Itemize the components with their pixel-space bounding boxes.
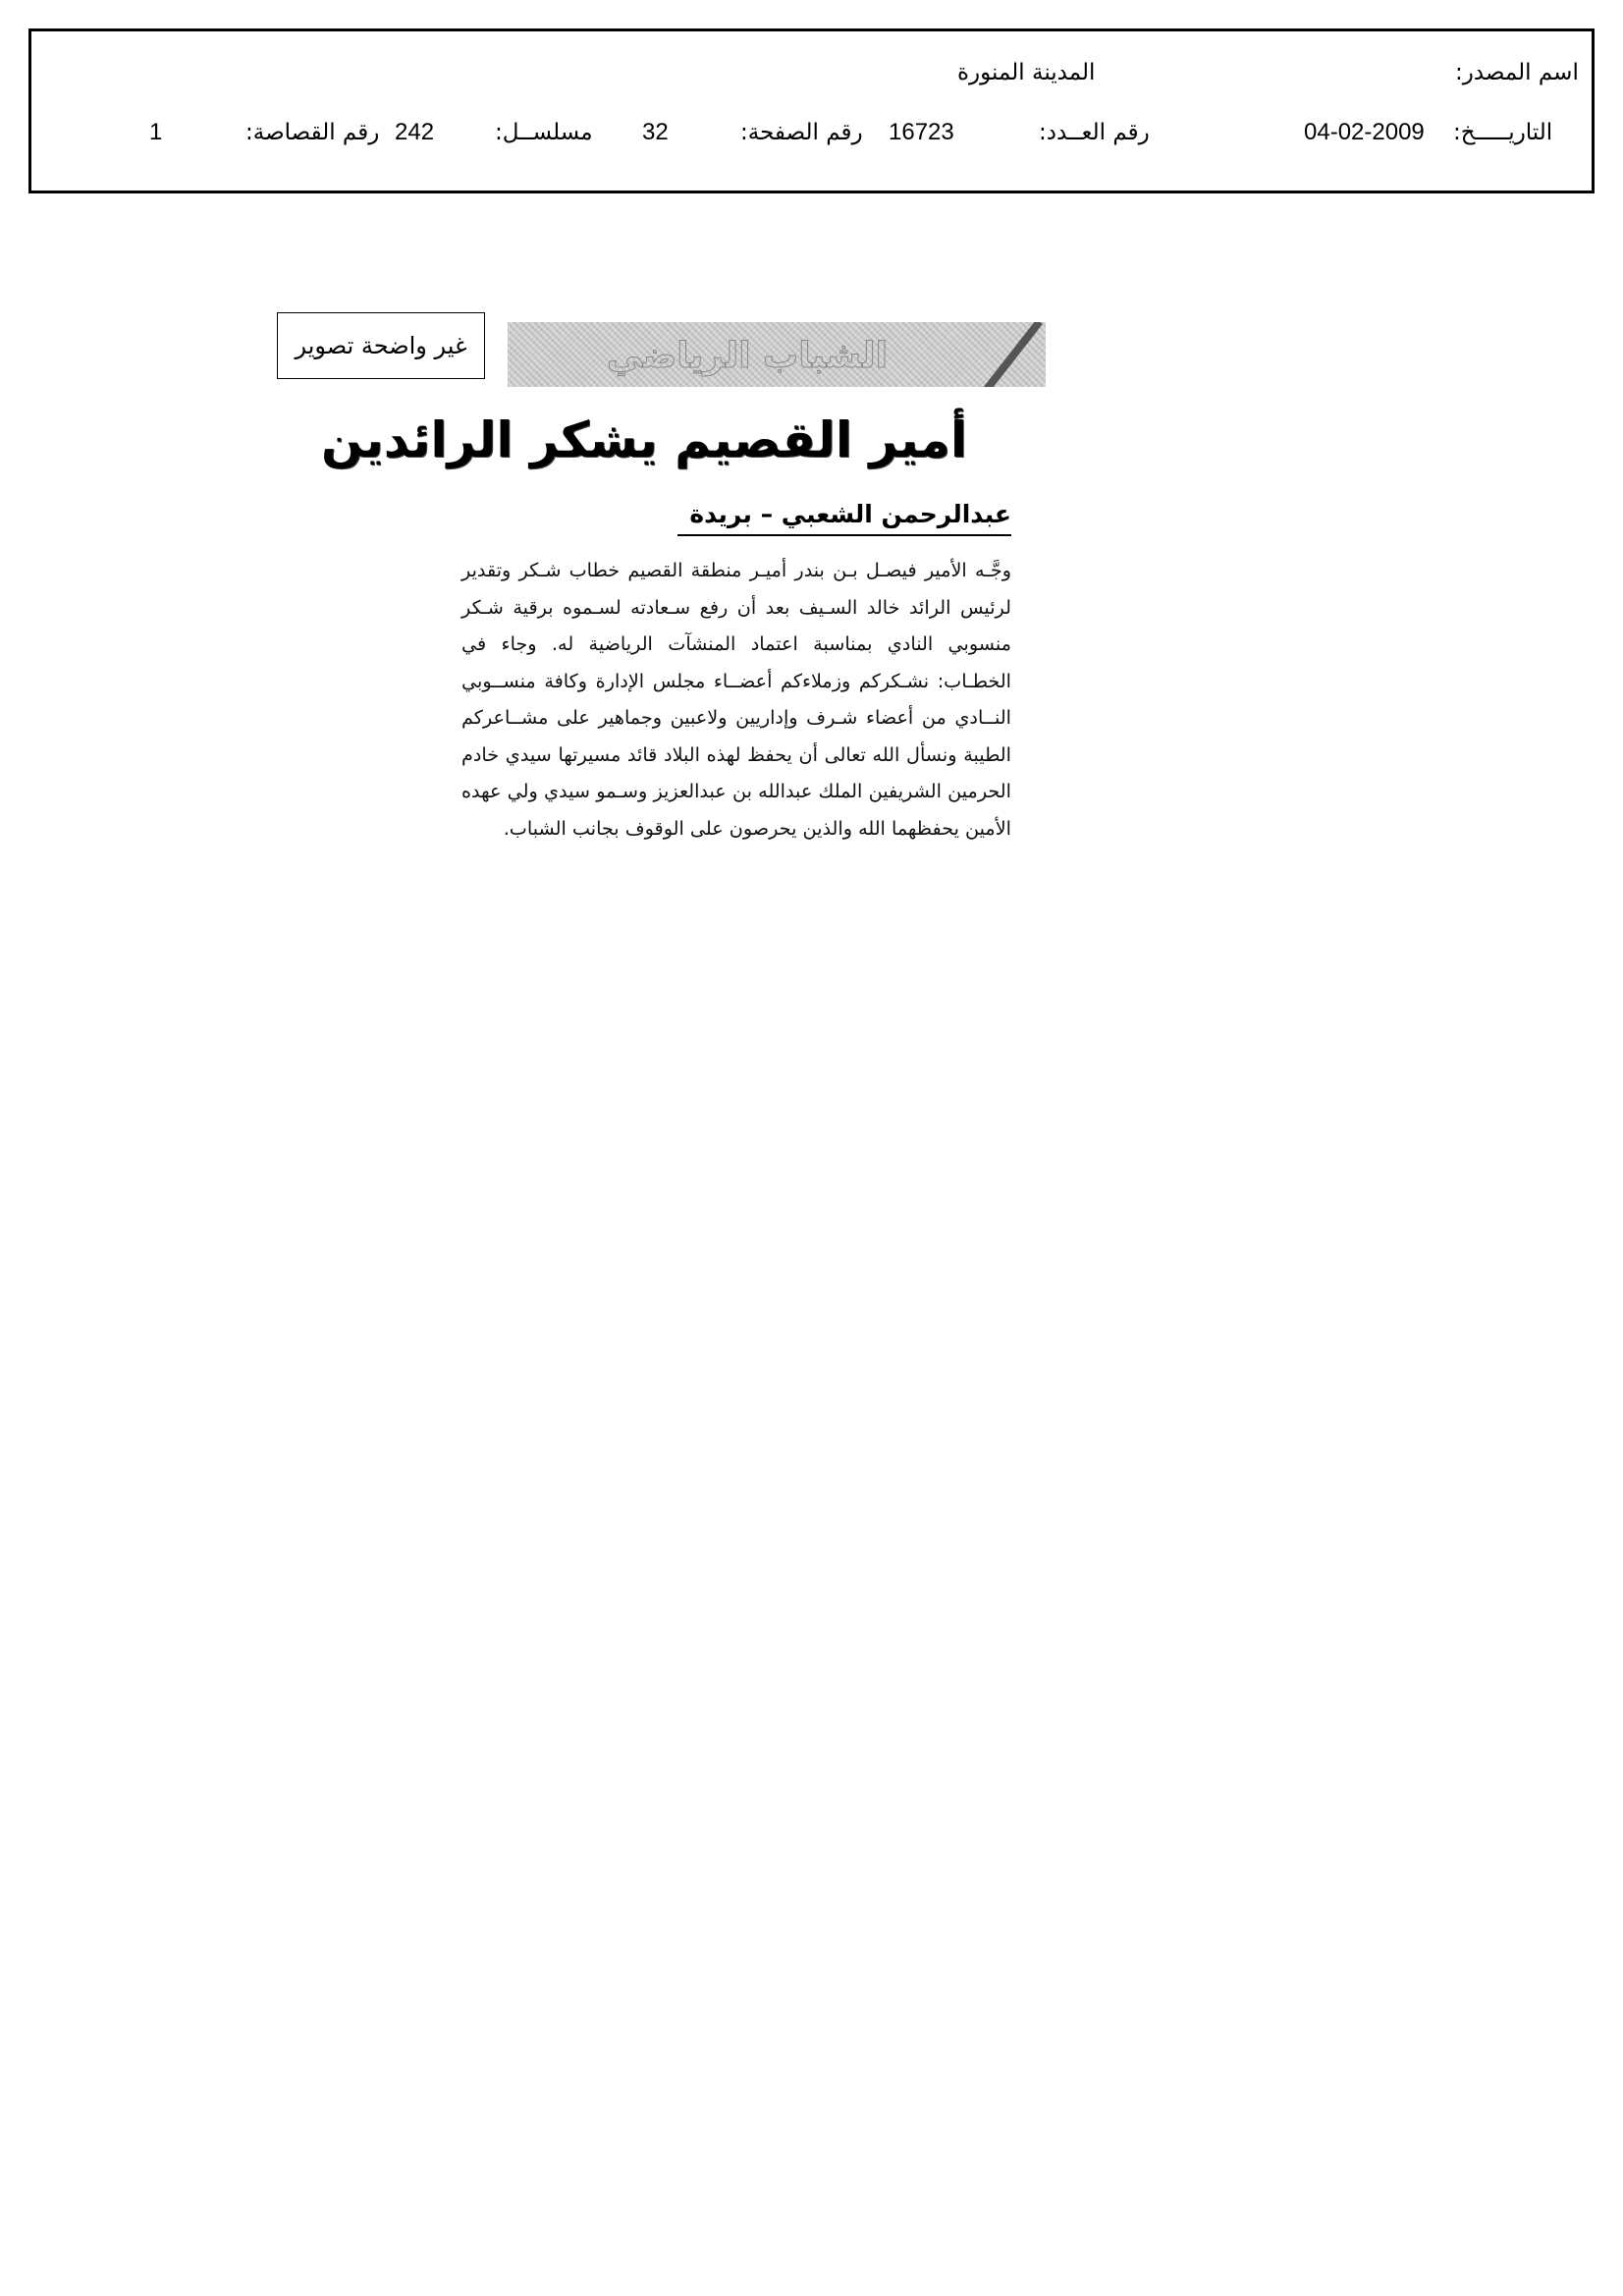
serial-value: 242 — [395, 119, 435, 145]
article-body: وجَّـه الأمير فيصـل بـن بندر أميـر منطقة القصيم خطاب شـكر وتقدير لرئيس الرائد خالد السـيف بعد أن رفع سـعادته لسـموه برقية شـكر منسوبي النادي بمناسبة اعتماد المنشآت الرياضية له. وجاء في الخطـاب: نشـكركم وزملاءكم أعضــاء مجلس الإدارة وكافة منســوبي النــادي من أعضاء شـرف وإداريين ولاعبين وجماهير على مشــاعركم الطيبة ونسأل الله تعالى أن يحفظ لهذه البلاد قائد مسيرتها سيدي خادم الحرمين الشريفين الملك عبدالله بن عبدالعزيز وسـمو سيدي ولي عهده الأمين يحفظهما الله والذين يحرصون على الوقوف بجانب الشباب. — [461, 559, 1011, 840]
page-label: رقم الصفحة: — [740, 120, 863, 145]
unclear-copy-note — [277, 312, 485, 379]
date-value: 04-02-2009 — [1304, 119, 1425, 145]
source-value: المدينة المنورة — [957, 60, 1096, 85]
date-label: التاريـــــخ: — [1453, 120, 1553, 145]
issue-label: رقم العــدد: — [1039, 120, 1150, 145]
clip-label: رقم القصاصة: — [245, 120, 380, 145]
byline-underline — [677, 534, 1011, 536]
article-byline: عبدالرحمن الشعبي – بريدة — [689, 500, 1011, 528]
issue-value: 16723 — [889, 119, 954, 145]
page-value: 32 — [642, 119, 669, 145]
banner-stripe-decoration — [982, 322, 1043, 387]
serial-label: مسلســل: — [495, 120, 593, 145]
unclear-copy-note-text: غير واضحة تصوير — [295, 332, 467, 359]
metadata-header — [28, 28, 1595, 193]
section-banner-text: الشباب الرياضي — [607, 336, 888, 376]
clip-value: 1 — [149, 119, 163, 145]
article-headline: أمير القصيم يشكر الرائدين — [320, 411, 967, 468]
source-label: اسم المصدر: — [1455, 60, 1579, 85]
section-banner — [508, 322, 1046, 387]
